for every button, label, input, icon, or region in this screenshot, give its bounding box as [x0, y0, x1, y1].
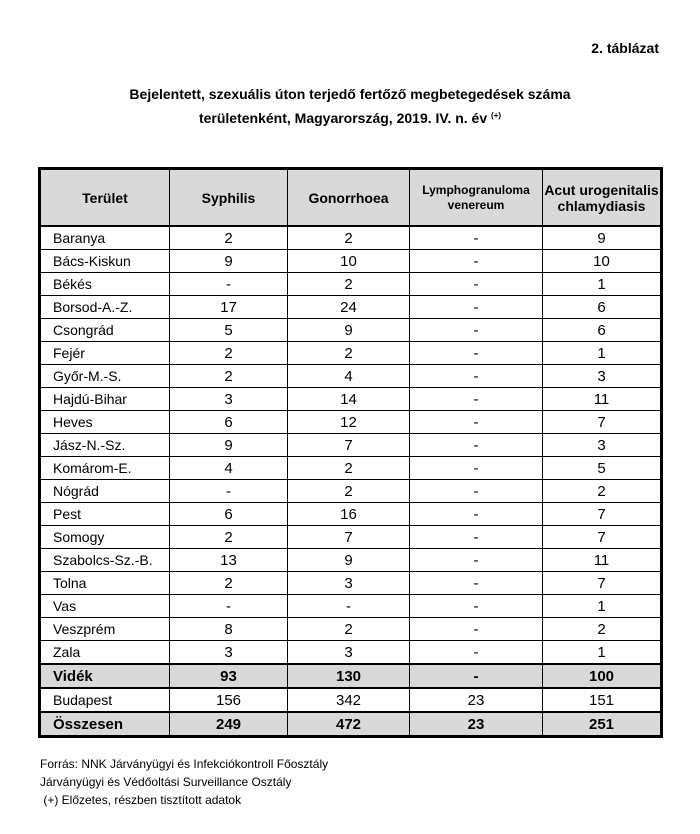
table-cell: - — [410, 411, 543, 434]
table-cell: 7 — [543, 411, 662, 434]
table-cell: 2 — [170, 226, 288, 250]
region-name: Budapest — [40, 688, 170, 712]
title-line-2 — [0, 105, 700, 129]
region-name: Tolna — [40, 572, 170, 595]
table-cell: - — [410, 250, 543, 273]
table-cell: 3 — [288, 641, 410, 665]
table-cell: - — [410, 296, 543, 319]
table-cell: 100 — [543, 664, 662, 688]
table-cell: 4 — [288, 365, 410, 388]
table-cell: - — [410, 572, 543, 595]
table-cell: 23 — [410, 688, 543, 712]
table-cell: 7 — [543, 572, 662, 595]
table-cell: 8 — [170, 618, 288, 641]
table-cell: - — [410, 526, 543, 549]
table-row — [40, 480, 662, 503]
header-gonorrhoea: Gonorrhoea — [288, 169, 410, 227]
table-cell: 10 — [288, 250, 410, 273]
table-cell: - — [410, 226, 543, 250]
table-cell: 2 — [288, 618, 410, 641]
data-table — [38, 167, 663, 738]
table-row — [40, 226, 662, 250]
region-name: Baranya — [40, 226, 170, 250]
region-name: Győr-M.-S. — [40, 365, 170, 388]
table-cell: 6 — [543, 319, 662, 342]
table-cell: 2 — [170, 572, 288, 595]
table-cell: 1 — [543, 641, 662, 665]
table-cell: 9 — [288, 319, 410, 342]
table-cell: 17 — [170, 296, 288, 319]
table-cell: 6 — [170, 503, 288, 526]
header-lymphogranuloma: Lymphogranuloma venereum — [410, 169, 543, 227]
table-cell: 3 — [288, 572, 410, 595]
table-cell: 7 — [288, 434, 410, 457]
videk-row — [40, 664, 662, 688]
table-cell: 2 — [170, 526, 288, 549]
table-cell: 2 — [170, 365, 288, 388]
table-cell: 4 — [170, 457, 288, 480]
table-cell: - — [410, 388, 543, 411]
table-cell: 7 — [288, 526, 410, 549]
table-row — [40, 457, 662, 480]
region-name: Békés — [40, 273, 170, 296]
table-cell: 2 — [288, 480, 410, 503]
table-cell: - — [170, 595, 288, 618]
region-name: Vidék — [40, 664, 170, 688]
table-row — [40, 273, 662, 296]
region-name: Összesen — [40, 712, 170, 737]
header-terulet: Terület — [40, 169, 170, 227]
title-superscript: (+) — [491, 111, 502, 120]
table-row — [40, 503, 662, 526]
region-name: Vas — [40, 595, 170, 618]
region-name: Pest — [40, 503, 170, 526]
region-name: Somogy — [40, 526, 170, 549]
table-cell: - — [410, 503, 543, 526]
total-row — [40, 712, 662, 737]
table-cell: 5 — [543, 457, 662, 480]
table-cell: 16 — [288, 503, 410, 526]
table-cell: 6 — [170, 411, 288, 434]
region-name: Heves — [40, 411, 170, 434]
footnotes — [40, 755, 328, 809]
table-cell: 3 — [170, 641, 288, 665]
table-cell: - — [410, 549, 543, 572]
region-name: Zala — [40, 641, 170, 665]
table-cell: 342 — [288, 688, 410, 712]
table-row — [40, 434, 662, 457]
region-name: Hajdú-Bihar — [40, 388, 170, 411]
table-cell: 6 — [543, 296, 662, 319]
region-name: Borsod-A.-Z. — [40, 296, 170, 319]
table-row — [40, 641, 662, 665]
table-cell: - — [410, 480, 543, 503]
source-line-1: Forrás: NNK Járványügyi és Infekciókontroll Főosztály — [40, 757, 329, 771]
table-cell: 9 — [170, 434, 288, 457]
table-cell: - — [170, 273, 288, 296]
table-cell: 7 — [543, 526, 662, 549]
table-row — [40, 411, 662, 434]
table-cell: 2 — [288, 457, 410, 480]
table-cell: 2 — [170, 342, 288, 365]
title-line-1: Bejelentett, szexuális úton terjedő fertőző megbetegedések száma — [129, 86, 571, 102]
table-cell: 11 — [543, 549, 662, 572]
table-cell: - — [170, 480, 288, 503]
footnote-preliminary: (+) Előzetes, részben tisztított adatok — [40, 793, 242, 807]
table-cell: 7 — [543, 503, 662, 526]
table-cell: 249 — [170, 712, 288, 737]
table-cell: - — [410, 342, 543, 365]
table-cell: 3 — [170, 388, 288, 411]
table-row — [40, 250, 662, 273]
table-row — [40, 572, 662, 595]
table-cell: 130 — [288, 664, 410, 688]
table-cell: 1 — [543, 273, 662, 296]
table-cell: 251 — [543, 712, 662, 737]
table-cell: - — [410, 618, 543, 641]
header-syphilis: Syphilis — [170, 169, 288, 227]
table-number: 2. táblázat — [591, 40, 659, 56]
table-cell: 12 — [288, 411, 410, 434]
table-cell: 1 — [543, 342, 662, 365]
region-name: Nógrád — [40, 480, 170, 503]
table-cell: 13 — [170, 549, 288, 572]
table-row — [40, 618, 662, 641]
table-cell: - — [410, 319, 543, 342]
table-cell: - — [410, 595, 543, 618]
table-cell: 2 — [288, 342, 410, 365]
table-cell: 10 — [543, 250, 662, 273]
region-name: Szabolcs-Sz.-B. — [40, 549, 170, 572]
table-cell: - — [410, 641, 543, 665]
table-row — [40, 365, 662, 388]
table-row — [40, 549, 662, 572]
source-line-2: Járványügyi és Védőoltási Surveillance Osztály — [40, 775, 292, 789]
table-cell: 9 — [288, 549, 410, 572]
table-cell: - — [410, 434, 543, 457]
table-row — [40, 526, 662, 549]
table-cell: 9 — [543, 226, 662, 250]
table-cell: 156 — [170, 688, 288, 712]
table-cell: 2 — [288, 273, 410, 296]
header-chlamydiasis: Acut urogenitalis chlamydiasis — [543, 169, 662, 227]
table-cell: - — [410, 273, 543, 296]
table-cell: - — [410, 365, 543, 388]
table-cell: 11 — [543, 388, 662, 411]
table-cell: 151 — [543, 688, 662, 712]
table-cell: 9 — [170, 250, 288, 273]
table-cell: 24 — [288, 296, 410, 319]
table-cell: - — [410, 664, 543, 688]
title-line-2-text: területenként, Magyarország, 2019. IV. n. év — [198, 110, 488, 126]
table-cell: 1 — [543, 595, 662, 618]
region-name: Bács-Kiskun — [40, 250, 170, 273]
page-title — [0, 83, 700, 129]
table-cell: 3 — [543, 434, 662, 457]
table-cell: 2 — [288, 226, 410, 250]
table-row — [40, 296, 662, 319]
table-row — [40, 595, 662, 618]
table-cell: 14 — [288, 388, 410, 411]
table-row — [40, 319, 662, 342]
table-cell: 3 — [543, 365, 662, 388]
table-cell: - — [410, 457, 543, 480]
budapest-row — [40, 688, 662, 712]
region-name: Veszprém — [40, 618, 170, 641]
table-cell: 23 — [410, 712, 543, 737]
region-name: Komárom-E. — [40, 457, 170, 480]
table-row — [40, 388, 662, 411]
header-row — [40, 169, 662, 227]
region-name: Fejér — [40, 342, 170, 365]
table-cell: 93 — [170, 664, 288, 688]
table-cell: 2 — [543, 618, 662, 641]
table-row — [40, 342, 662, 365]
table-cell: 2 — [543, 480, 662, 503]
table-cell: 5 — [170, 319, 288, 342]
table-cell: 472 — [288, 712, 410, 737]
region-name: Jász-N.-Sz. — [40, 434, 170, 457]
table-cell: - — [288, 595, 410, 618]
region-name: Csongrád — [40, 319, 170, 342]
